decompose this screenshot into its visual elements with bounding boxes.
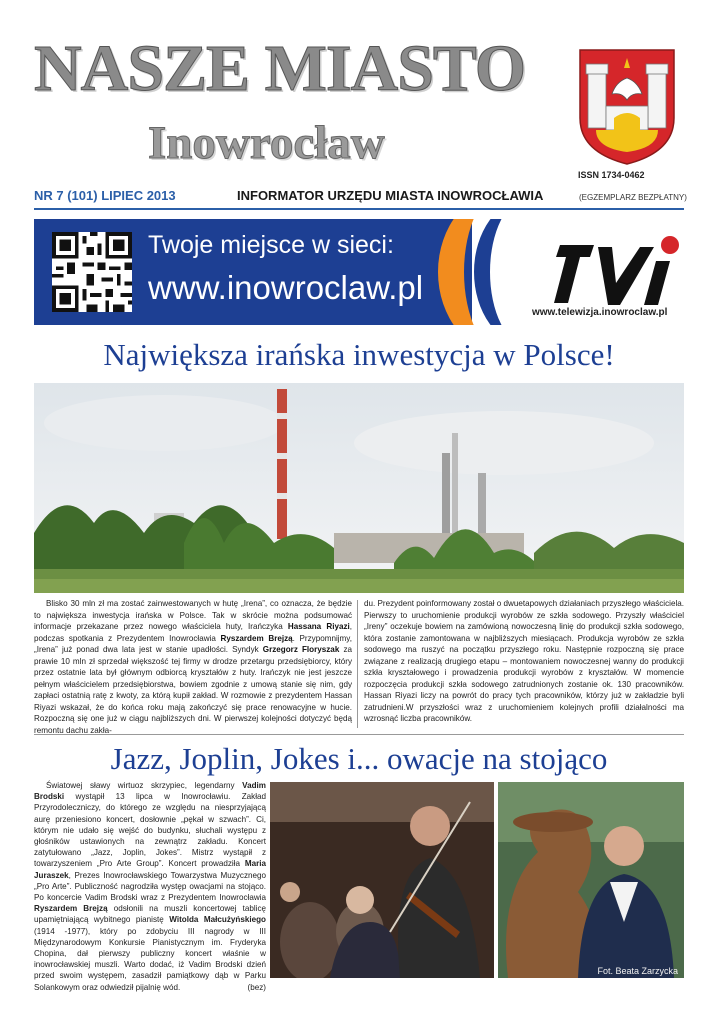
section-divider <box>34 734 684 735</box>
article1-text: . Przypomnijmy, „Irena” już ponad dwa lata jest w stanie upadłości. Syndyk <box>34 633 352 654</box>
person-name: Ryszardem Brejzą <box>220 633 293 643</box>
article2-text: Światowej sławy wirtuoz skrzypiec, legendarny <box>46 781 243 790</box>
article1-text: za prawie 10 mln zł sprzedał większość tej firmy w drodze przetargu przedsiębiorcy, który przez ostatnie lata był głównym odbiorcą kryształów z huty. Irańczyk nie jest jeszcze pełnym właścicielem przedsiębiorstwa, bowiem zgodnie z umową stanie się nim, gdy zapłaci ostatnią ratę z kwoty, za którą kupił zakład. W rozmowie z prezydentem Hassan Riyazi wskazał, że do końca roku mają zakończyć się prace renowacyjne w hucie. Rozpoczną się one już w ciągu najbliższych dni. W pierwszej kolejności dotyczyć będą remontu dachu zakła- <box>34 645 352 735</box>
tv-logo-icon[interactable] <box>554 223 682 309</box>
person-name: Maria Juraszek <box>34 859 266 880</box>
article1-text: Blisko 30 mln zł ma zostać zainwestowanych w hutę „Irena”, co oznacza, że będzie to największa inwestycja irańska w Polsce. Tak w skrócie można podsumować informacje przekazane przez nowego właściciela huty, Irańczyka <box>34 599 352 631</box>
informator-title: INFORMATOR URZĘDU MIASTA INOWROCŁAWIA <box>237 188 544 203</box>
person-name: Grzegorz Floryszak <box>262 645 340 654</box>
column-divider <box>357 600 358 728</box>
website-banner[interactable] <box>34 219 684 325</box>
article2-text: odsłonili na muszli koncertowej tablicę upamiętniającą wybitnego pianistę <box>34 904 266 925</box>
person-name: Ryszardem Brejzą <box>34 904 108 914</box>
article2-column <box>34 780 266 993</box>
masthead-rule <box>34 208 684 210</box>
tv-url-link[interactable]: www.telewizja.inowroclaw.pl <box>532 307 668 318</box>
article1-headline: Największa irańska inwestycja w Polsce! <box>103 337 615 372</box>
statue-photo-image <box>498 782 684 978</box>
issn: ISSN 1734-0462 <box>578 170 645 180</box>
article2-text: , Prezes Inowrocławskiego Towarzystwa Muzycznego „Pro Arte”. Publiczność nagrodziła występ owacjami na stojąco. Po koncercie Vadim Brodski wraz z Prezydentem Inowrocławia <box>34 870 266 903</box>
photo-credit: Fot. Beata Zarzycka <box>597 966 678 976</box>
article2-headline: Jazz, Joplin, Jokes i... owacje na stojąco <box>110 741 608 776</box>
article1-column1 <box>34 598 352 736</box>
person-name: Witolda Małcużyńskiego <box>169 915 266 925</box>
banner-url-link[interactable]: www.inowroclaw.pl <box>148 269 424 306</box>
violinist-photo <box>270 782 494 978</box>
author-signature: (bez) <box>247 982 266 992</box>
banner-tagline: Twoje miejsce w sieci: <box>148 231 394 259</box>
article1-column2 <box>364 598 684 725</box>
statue-photo <box>498 782 684 978</box>
article1-text: , podczas spotkania z Prezydentem Inowrocławia <box>34 622 353 643</box>
masthead-title: NASZE MIASTO <box>34 32 526 105</box>
person-name: Vadim Brodski <box>34 781 266 802</box>
city-crest-icon <box>578 48 676 166</box>
factory-photo <box>34 383 684 593</box>
article2-text: (1914 -1977), który po zdobyciu III nagrody w III Międzynarodowym Konkursie Pianistycznym im. Fryderyka Chopina, dał pierwszy publiczny koncert właśnie w inowrocławskiej muszli. Warto dodać, iż Vadim Brodski dzień przed swoim występem, zasadził pamiątkowy dąb w Parku Solankowym oraz odwiedził pijalnię wód. <box>34 926 266 992</box>
person-name: Hassana Riyazi <box>287 622 350 631</box>
article1-text: du. Prezydent poinformowany został o dwuetapowych działaniach przyszłego właściciela. Pierwszy to uruchomienie produkcji wyrobów ze szkła sodowego. Przyszły właściciel „Ireny” oczekuje bowiem na zamówioną nowoczesną linię do produkcji szkła sodowego, która zostanie zamontowana w najbliższych miesiącach. Produkcja wyrobów ze szkła sodowego ma ruszyć na początku przyszłego roku. Następnie rozpoczną się prace związane z realizacją drugiego etapu – montowaniem nowoczesnej wanny do produkcji szkła kryształowego i prowadzenia produkcji wyrobów z kryształów. W momencie rozpoczęcia produkcji szkła sodowego zatrudnionych zostanie ok. 130 pracowników. Hassan Riyazi liczy na powrót do pracy tych pracowników, którzy już w zakładzie byli zatrudnieni.W przyszłości wraz z uruchomieniem kolejnych profili działalności ma wzrosnąć liczba pracowników. <box>364 599 684 723</box>
article2-text: wystąpił 13 lipca w Inowrocławiu. Zakład Przyrodoleczniczy, do którego ze względu na niesprzyjającą aurę przeniesiono koncert, dosłownie „pękał w szwach”. Ci, którym nie udało się wejść do budynku, słuchali występu z głośników ustawionych na zewnątrz zakładu. Koncert zatytułowano „Jazz, Joplin, Jokes”. Mistrz wystąpił z towarzyszeniem „Pro Arte Group”. Koncert prowadziła <box>34 792 266 869</box>
masthead-subtitle: Inowrocław <box>148 117 385 169</box>
free-copy-note: (EGZEMPLARZ BEZPŁATNY) <box>579 193 687 202</box>
qr-code-icon[interactable] <box>52 232 132 312</box>
issue-number: NR 7 (101) LIPIEC 2013 <box>34 188 176 203</box>
